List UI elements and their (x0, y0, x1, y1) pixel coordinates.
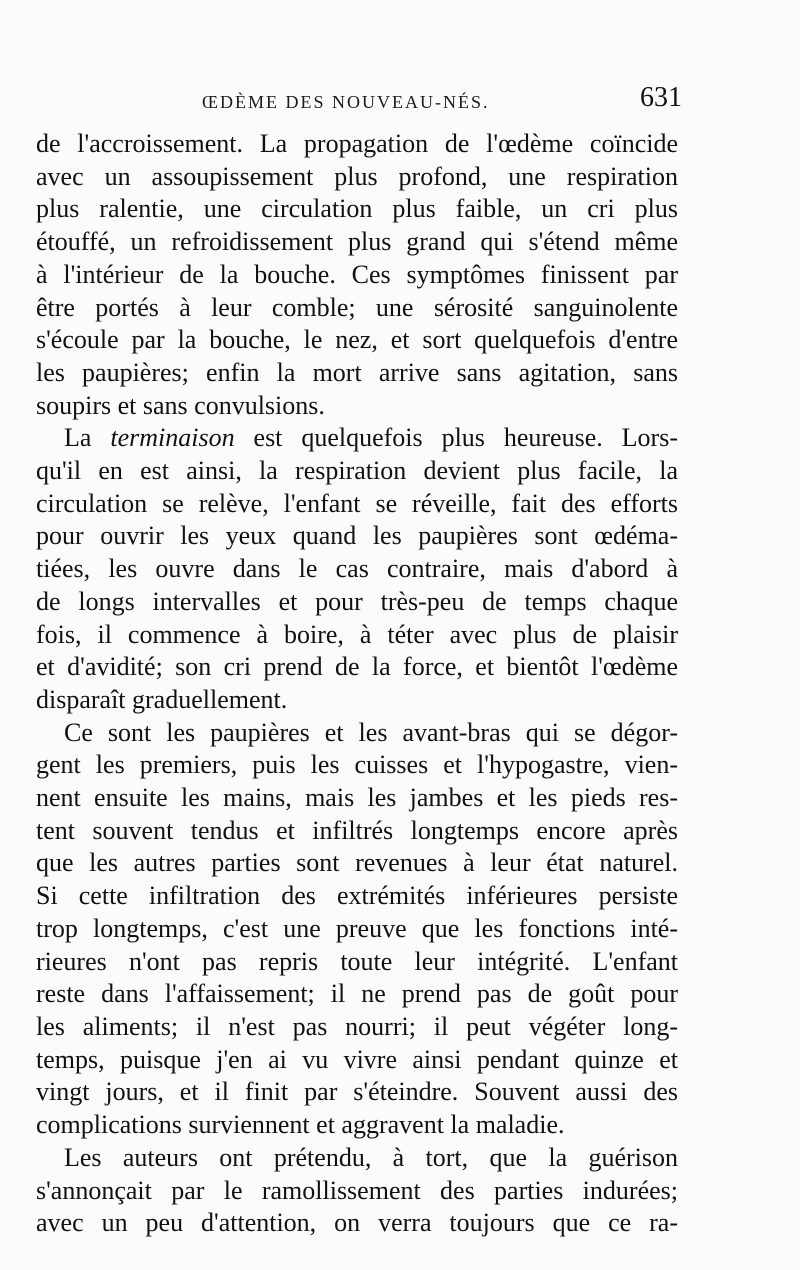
text-line: circulation se relève, l'enfant se réveille, fait des efforts (36, 488, 678, 518)
text-run: est quelquefois plus heureuse. Lors- (234, 423, 678, 453)
text-line: et d'avidité; son cri prend de la force, et bientôt l'œdème (36, 652, 678, 682)
paragraph-2 (36, 422, 678, 716)
text-line: s'écoule par la bouche, le nez, et sort quelquefois d'entre (36, 325, 678, 355)
text-line: que les autres parties sont revenues à leur état naturel. (36, 848, 678, 878)
text-line: reste dans l'affaissement; il ne prend pas de goût pour (36, 979, 678, 1009)
page-number: 631 (640, 82, 682, 113)
body-text (36, 128, 678, 1240)
text-line: de longs intervalles et pour très-peu de temps chaque (36, 586, 678, 616)
text-line: fois, il commence à boire, à téter avec plus de plaisir (36, 619, 678, 649)
text-line: Les auteurs ont prétendu, à tort, que la guérison (64, 1142, 678, 1172)
text-line: rieures n'ont pas repris toute leur intégrité. L'enfant (36, 946, 678, 976)
text-line: gent les premiers, puis les cuisses et l'hypogastre, vien- (36, 750, 678, 780)
italic-term: terminaison (110, 423, 235, 453)
text-line: vingt jours, et il finit par s'éteindre. Souvent aussi des (36, 1077, 678, 1107)
text-line: qu'il en est ainsi, la respiration devient plus facile, la (36, 456, 678, 486)
text-line: tiées, les ouvre dans le cas contraire, mais d'abord à (36, 554, 678, 584)
paragraph-4 (36, 1142, 678, 1240)
text-line-first (36, 422, 678, 455)
text-line: nent ensuite les mains, mais les jambes et les pieds res- (36, 783, 678, 813)
text-line: être portés à leur comble; une sérosité sanguinolente (36, 292, 678, 322)
text-run: La (64, 423, 111, 453)
text-line: plus ralentie, une circulation plus faible, un cri plus (36, 194, 678, 224)
text-line: à l'intérieur de la bouche. Ces symptômes finissent par (36, 259, 678, 289)
text-line: trop longtemps, c'est une preuve que les fonctions inté- (36, 913, 678, 943)
text-line: disparaît graduellement. (36, 684, 288, 714)
paragraph-3 (36, 717, 678, 1142)
running-title: ŒDÈME DES NOUVEAU-NÉS. (202, 92, 490, 112)
text-line: étouffé, un refroidissement plus grand qui s'étend même (36, 227, 678, 257)
text-line: Si cette infiltration des extrémités inférieures persiste (36, 881, 678, 911)
text-line: les paupières; enfin la mort arrive sans agitation, sans (36, 357, 678, 387)
text-line: pour ouvrir les yeux quand les paupières sont œdéma- (36, 521, 678, 551)
text-line: complications surviennent et aggravent la maladie. (36, 1110, 565, 1140)
running-head (34, 82, 684, 122)
text-line: s'annonçait par le ramollissement des parties indurées; (36, 1175, 678, 1205)
text-line: temps, puisque j'en ai vu vivre ainsi pendant quinze et (36, 1044, 678, 1074)
paragraph-1 (36, 128, 678, 422)
text-line: avec un peu d'attention, on verra toujours que ce ra- (36, 1208, 678, 1238)
text-line: de l'accroissement. La propagation de l'œdème coïncide (36, 129, 678, 158)
text-line: Ce sont les paupières et les avant-bras qui se dégor- (64, 717, 678, 747)
text-line: soupirs et sans convulsions. (36, 390, 325, 420)
text-line: les aliments; il n'est pas nourri; il peut végéter long- (36, 1011, 678, 1041)
text-line: tent souvent tendus et infiltrés longtemps encore après (36, 815, 678, 845)
text-line: avec un assoupissement plus profond, une respiration (36, 161, 678, 191)
